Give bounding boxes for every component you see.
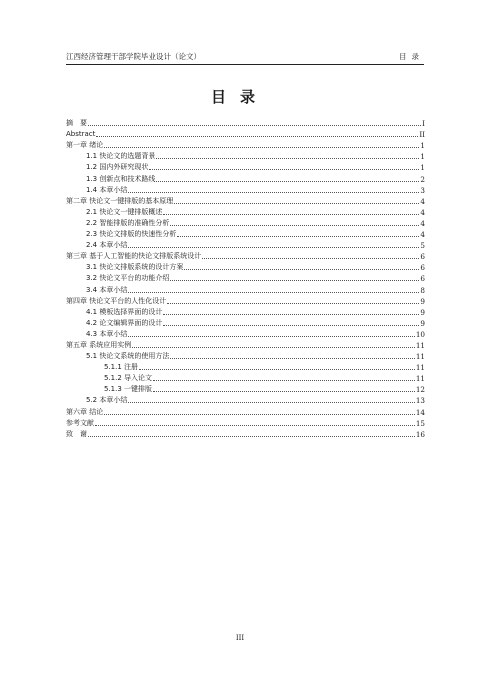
toc-dot-leader bbox=[128, 286, 419, 293]
toc-entry-label: 参考文献 bbox=[66, 418, 94, 427]
toc-dot-leader bbox=[163, 308, 419, 315]
toc-entry[interactable] bbox=[66, 184, 425, 195]
toc-dot-leader bbox=[156, 175, 419, 182]
toc-dot-leader bbox=[177, 230, 419, 237]
toc-entry-page: 10 bbox=[415, 329, 425, 339]
toc-dot-leader bbox=[170, 274, 419, 281]
toc-dot-leader bbox=[184, 263, 419, 270]
toc-entry-page: II bbox=[419, 130, 425, 140]
toc-entry-label: 5.2 本章小结 bbox=[86, 396, 128, 405]
toc-dot-leader bbox=[128, 186, 419, 193]
toc-entry-page: 16 bbox=[415, 429, 425, 439]
toc-dot-leader bbox=[88, 430, 415, 437]
toc-entry-label: 3.2 快论文平台的功能介绍 bbox=[86, 274, 170, 283]
toc-entry-page: 11 bbox=[415, 352, 425, 362]
toc-entry-page: 6 bbox=[420, 252, 425, 262]
toc-entry-label: 第一章 绪论 bbox=[66, 141, 104, 150]
toc-entry-page: 1 bbox=[420, 152, 425, 162]
toc-dot-leader bbox=[174, 197, 419, 204]
toc-entry-label: 第四章 快论文平台的人性化设计 bbox=[66, 296, 167, 305]
toc-dot-leader bbox=[149, 163, 419, 170]
toc-entry[interactable] bbox=[66, 350, 425, 361]
toc-dot-leader bbox=[156, 152, 419, 159]
toc-entry-label: 1.3 创新点和技术路线 bbox=[86, 174, 156, 183]
toc-entry[interactable] bbox=[66, 195, 425, 206]
page-number: III bbox=[235, 634, 245, 642]
toc-entry-page: 6 bbox=[420, 274, 425, 284]
toc-entry[interactable] bbox=[66, 405, 425, 416]
toc-entry-label: 致 谢 bbox=[66, 429, 87, 438]
toc-entry-page: 12 bbox=[415, 385, 425, 395]
toc-dot-leader bbox=[170, 219, 419, 226]
toc-entry-label: 5.1 快论文系统的使用方法 bbox=[86, 352, 170, 361]
toc-dot-leader bbox=[202, 252, 419, 259]
toc-entry[interactable] bbox=[66, 239, 425, 250]
toc-entry-label: 1.1 快论文的选题背景 bbox=[86, 152, 156, 161]
toc-dot-leader bbox=[104, 141, 419, 148]
page-title: 目录 bbox=[210, 88, 269, 106]
toc-dot-leader bbox=[170, 352, 414, 359]
toc-entry-label: 4.2 论文编辑界面的设计 bbox=[86, 318, 163, 327]
table-of-contents bbox=[66, 117, 425, 439]
toc-entry[interactable] bbox=[66, 206, 425, 217]
toc-entry-page: 9 bbox=[420, 296, 425, 306]
toc-entry-page: I bbox=[422, 119, 425, 129]
toc-dot-leader bbox=[167, 297, 419, 304]
toc-entry-label: 3.1 快论文排版系统的设计方案 bbox=[86, 263, 184, 272]
toc-entry[interactable] bbox=[66, 295, 425, 306]
toc-entry[interactable] bbox=[66, 372, 425, 383]
toc-dot-leader bbox=[128, 330, 414, 337]
toc-dot-leader bbox=[96, 130, 418, 137]
toc-dot-leader bbox=[88, 119, 421, 126]
toc-dot-leader bbox=[153, 385, 415, 392]
toc-entry[interactable] bbox=[66, 428, 425, 439]
toc-entry-label: 2.1 快论文一键排版概述 bbox=[86, 207, 163, 216]
toc-entry-label: 1.2 国内外研究现状 bbox=[86, 163, 149, 172]
toc-entry-page: 2 bbox=[420, 174, 425, 184]
toc-entry-page: 6 bbox=[420, 263, 425, 273]
toc-entry[interactable] bbox=[66, 272, 425, 283]
toc-dot-leader bbox=[132, 341, 415, 348]
toc-entry-label: 5.1.3 一键排版 bbox=[104, 385, 153, 394]
toc-entry-label: 第三章 基于人工智能的快论文排版系统设计 bbox=[66, 252, 202, 261]
toc-entry[interactable] bbox=[66, 361, 425, 372]
toc-entry-page: 4 bbox=[420, 207, 425, 217]
toc-entry[interactable] bbox=[66, 161, 425, 172]
toc-entry[interactable] bbox=[66, 306, 425, 317]
toc-dot-leader bbox=[153, 374, 415, 381]
toc-entry-label: 第二章 快论文一键排版的基本原理 bbox=[66, 196, 174, 205]
toc-entry-page: 4 bbox=[420, 218, 425, 228]
toc-entry[interactable] bbox=[66, 328, 425, 339]
toc-entry[interactable] bbox=[66, 172, 425, 183]
toc-entry-page: 11 bbox=[415, 340, 425, 350]
toc-entry[interactable] bbox=[66, 128, 425, 139]
toc-entry[interactable] bbox=[66, 117, 425, 128]
toc-entry[interactable] bbox=[66, 217, 425, 228]
toc-dot-leader bbox=[95, 419, 415, 426]
toc-entry-page: 9 bbox=[420, 307, 425, 317]
toc-entry-page: 11 bbox=[415, 374, 425, 384]
toc-entry[interactable] bbox=[66, 150, 425, 161]
toc-entry-label: 1.4 本章小结 bbox=[86, 185, 128, 194]
toc-entry-label: 3.4 本章小结 bbox=[86, 285, 128, 294]
toc-entry[interactable] bbox=[66, 228, 425, 239]
toc-dot-leader bbox=[104, 408, 415, 415]
toc-entry-page: 3 bbox=[420, 185, 425, 195]
toc-dot-leader bbox=[128, 396, 414, 403]
toc-entry[interactable] bbox=[66, 283, 425, 294]
toc-entry-page: 4 bbox=[420, 230, 425, 240]
toc-entry-page: 8 bbox=[420, 285, 425, 295]
toc-entry-label: 4.1 模板选择界面的设计 bbox=[86, 307, 163, 316]
toc-entry-label: 第六章 结论 bbox=[66, 407, 104, 416]
toc-entry-page: 13 bbox=[415, 396, 425, 406]
toc-entry-page: 1 bbox=[420, 141, 425, 151]
toc-entry-label: 第五章 系统应用实例 bbox=[66, 340, 132, 349]
toc-entry-label: 2.3 快论文排版的快速性分析 bbox=[86, 230, 177, 239]
header-section-title: 目录 bbox=[399, 52, 424, 61]
toc-entry-page: 15 bbox=[415, 418, 425, 428]
toc-entry-label: 2.2 智能排版的准确性分析 bbox=[86, 218, 170, 227]
toc-entry-page: 14 bbox=[415, 407, 425, 417]
page-header bbox=[66, 51, 424, 65]
toc-entry-page: 5 bbox=[420, 241, 425, 251]
toc-entry-label: 4.3 本章小结 bbox=[86, 329, 128, 338]
toc-entry-label: Abstract bbox=[66, 130, 96, 139]
toc-entry[interactable] bbox=[66, 261, 425, 272]
toc-entry[interactable] bbox=[66, 383, 425, 394]
toc-entry-label: 5.1.1 注册 bbox=[104, 363, 139, 372]
toc-entry[interactable] bbox=[66, 317, 425, 328]
toc-dot-leader bbox=[128, 241, 419, 248]
toc-entry-label: 2.4 本章小结 bbox=[86, 241, 128, 250]
toc-entry-label: 5.1.2 导入论文 bbox=[104, 374, 153, 383]
toc-entry-page: 11 bbox=[415, 363, 425, 373]
header-school-title: 江西经济管理干部学院毕业设计（论文） bbox=[66, 52, 201, 61]
toc-dot-leader bbox=[163, 319, 419, 326]
toc-dot-leader bbox=[139, 363, 415, 370]
toc-entry[interactable] bbox=[66, 417, 425, 428]
toc-entry-page: 4 bbox=[420, 196, 425, 206]
toc-dot-leader bbox=[163, 208, 419, 215]
toc-entry[interactable] bbox=[66, 394, 425, 405]
toc-entry[interactable] bbox=[66, 250, 425, 261]
toc-entry-page: 9 bbox=[420, 318, 425, 328]
toc-entry[interactable] bbox=[66, 339, 425, 350]
toc-entry-page: 1 bbox=[420, 163, 425, 173]
toc-entry[interactable] bbox=[66, 139, 425, 150]
toc-entry-label: 摘 要 bbox=[66, 119, 87, 128]
